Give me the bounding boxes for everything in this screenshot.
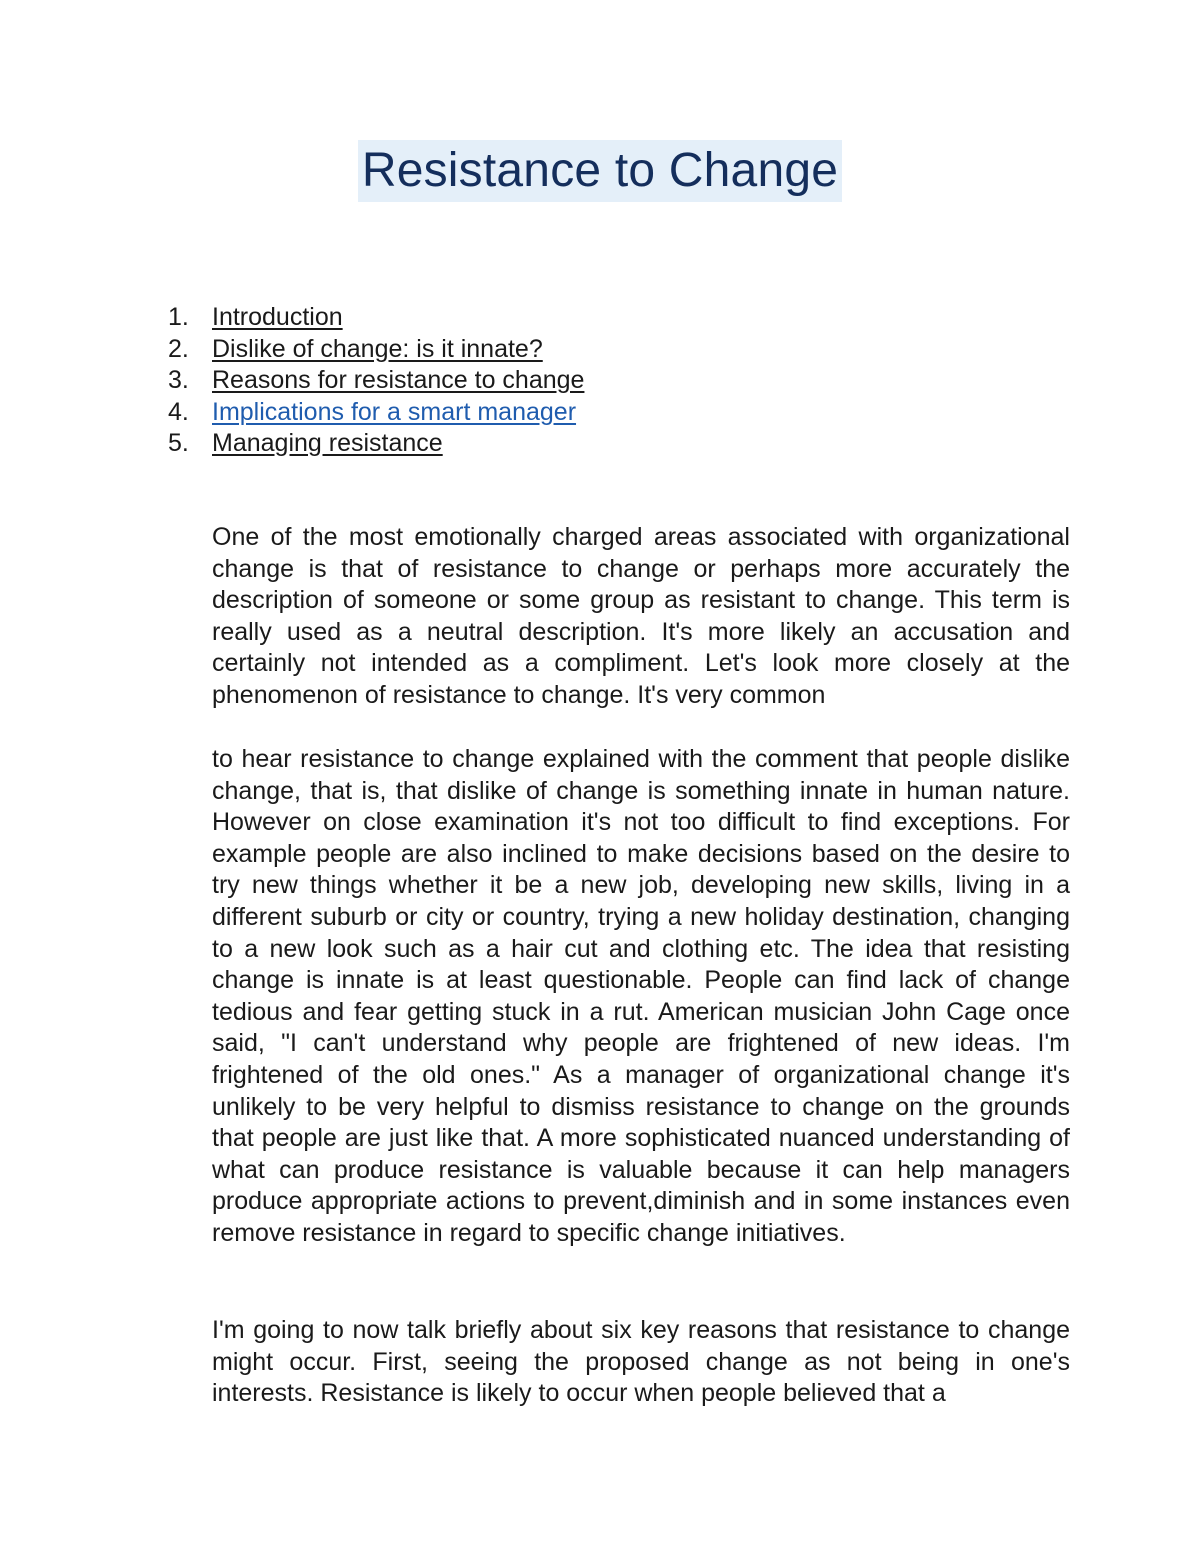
toc-number: 1.	[168, 303, 189, 331]
body-paragraph-dislike-of-change: to hear resistance to change explained with the comment that people dislike change, that is, that dislike of change is something innate in human nature. However on close examination it's not too difficult to find exceptions. For example people are also inclined to make decisions based on the desire to try new things whether it be a new job, developing new skills, living in a different suburb or city or country, trying a new holiday destination, changing to a new look such as a hair cut and clothing etc. The idea that resisting change is innate is at least questionable. People can find lack of change tedious and fear getting stuck in a rut. American musician John Cage once said, "I can't understand why people are frightened of new ideas. I'm frightened of the old ones." As a manager of organizational change it's unlikely to be very helpful to dismiss resistance to change on the grounds that people are just like that. A more sophisticated nuanced understanding of what can produce resistance is valuable because it can help managers produce appropriate actions to prevent,diminish and in some instances even remove resistance in regard to specific change initiatives.	[212, 745, 1070, 1247]
toc-link-reasons-for-resistance[interactable]: Reasons for resistance to change	[212, 366, 585, 395]
page-title: Resistance to Change	[358, 140, 842, 202]
toc-number: 2.	[168, 334, 189, 363]
toc-item	[168, 397, 584, 429]
table-of-contents	[168, 302, 584, 460]
toc-number: 4.	[168, 397, 189, 426]
toc-number: 3.	[168, 366, 189, 395]
toc-item	[168, 428, 584, 460]
title-container	[0, 140, 1200, 202]
toc-number: 5.	[168, 429, 189, 458]
toc-link-managing-resistance[interactable]: Managing resistance	[212, 429, 443, 458]
body-paragraph-intro: One of the most emotionally charged areas associated with organizational change is that of resistance to change or perhaps more accurately the description of someone or some group as resistant to change. This term is really used as a neutral description. It's more likely an accusation and certainly not intended as a compliment. Let's look more closely at the phenomenon of resistance to change. It's very common	[212, 523, 1070, 709]
toc-item	[168, 365, 584, 397]
body-paragraph-six-reasons: I'm going to now talk briefly about six key reasons that resistance to change might occur. First, seeing the proposed change as not being in one's interests. Resistance is likely to occur when people believed that a	[212, 1316, 1070, 1408]
toc-link-implications-smart-manager[interactable]: Implications for a smart manager	[212, 397, 577, 426]
toc-item	[168, 334, 584, 366]
toc-link-introduction[interactable]: Introduction	[212, 303, 343, 331]
toc-link-dislike-of-change[interactable]: Dislike of change: is it innate?	[212, 334, 543, 363]
toc-item	[168, 302, 584, 334]
